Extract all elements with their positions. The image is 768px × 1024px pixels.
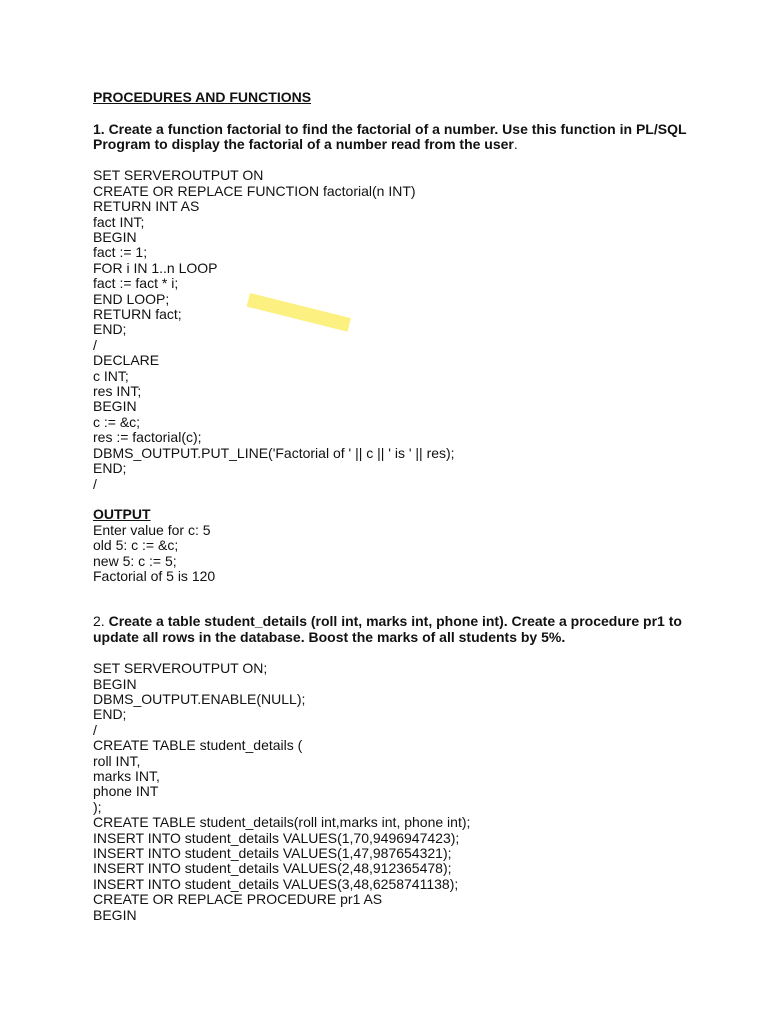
output-heading: OUTPUT [93,506,151,523]
code-line: DBMS_OUTPUT.ENABLE(NULL); [93,690,306,707]
code-line: ); [93,798,102,815]
output-line: new 5: c := 5; [93,552,177,569]
code-line: RETURN INT AS [93,198,200,215]
spacer [93,492,713,507]
question-2-line-1 [93,614,713,630]
code-block-1 [93,168,713,492]
code-line: CREATE TABLE student_details(roll int,marks int, phone int); [93,814,471,831]
code-line: / [93,475,97,492]
question-2-line-2: update all rows in the database. Boost the marks of all students by 5%. [93,628,566,645]
page-title: PROCEDURES AND FUNCTIONS [93,89,312,105]
code-line: SET SERVEROUTPUT ON [93,167,264,184]
code-line: END; [93,460,127,477]
question-1-period: . [513,136,518,153]
code-line: CREATE OR REPLACE PROCEDURE pr1 AS [93,891,383,908]
code-line: DBMS_OUTPUT.PUT_LINE('Factorial of ' || c || ' is ' || res); [93,444,455,461]
question-2-line-1-text: Create a table student_details (roll int, marks int, phone int). Create a procedure pr1 to [108,613,682,630]
output-line: old 5: c := &c; [93,537,179,554]
code-line: BEGIN [93,675,137,692]
code-line: END LOOP; [93,290,170,307]
code-line: BEGIN [93,906,137,923]
code-line: DECLARE [93,352,160,369]
question-1-line-2 [93,137,713,153]
code-line: res INT; [93,383,142,400]
spacer [93,153,713,169]
code-line: phone INT [93,783,159,800]
code-line: fact INT; [93,213,145,230]
code-line: marks INT, [93,767,160,784]
code-line: / [93,336,97,353]
code-line: CREATE OR REPLACE FUNCTION factorial(n INT) [93,182,416,199]
code-line: / [93,721,97,738]
code-line: FOR i IN 1..n LOOP [93,259,218,276]
code-line: BEGIN [93,398,137,415]
question-1-line-1: 1. Create a function factorial to find the factorial of a number. Use this function in PL/SQL [93,120,687,137]
code-line: fact := 1; [93,244,148,261]
code-line: INSERT INTO student_details VALUES(3,48,6258741138); [93,875,459,892]
code-line: CREATE TABLE student_details ( [93,737,303,754]
question-2-number: 2. [93,613,109,630]
code-line: BEGIN [93,229,137,245]
spacer [93,106,713,122]
code-line: c INT; [93,367,129,384]
output-block-1 [93,523,713,585]
code-line: c := &c; [93,413,141,430]
code-line: INSERT INTO student_details VALUES(1,47,987654321); [93,844,452,861]
code-line: fact := fact * i; [93,275,179,292]
code-line: res := factorial(c); [93,429,202,446]
output-line: Enter value for c: 5 [93,521,211,538]
code-line: INSERT INTO student_details VALUES(1,70,9496947423); [93,829,460,846]
spacer [93,646,713,662]
question-1-line-2-text: Program to display the factorial of a number read from the user [93,136,514,153]
code-line: END; [93,706,127,723]
code-line: RETURN fact; [93,306,182,323]
output-line: Factorial of 5 is 120 [93,567,216,584]
code-line: END; [93,321,127,338]
code-line: roll INT, [93,752,141,769]
code-block-2 [93,661,713,923]
code-line: SET SERVEROUTPUT ON; [93,660,268,677]
code-line: INSERT INTO student_details VALUES(2,48,912365478); [93,860,452,877]
document-page [93,88,713,923]
spacer [93,584,713,614]
